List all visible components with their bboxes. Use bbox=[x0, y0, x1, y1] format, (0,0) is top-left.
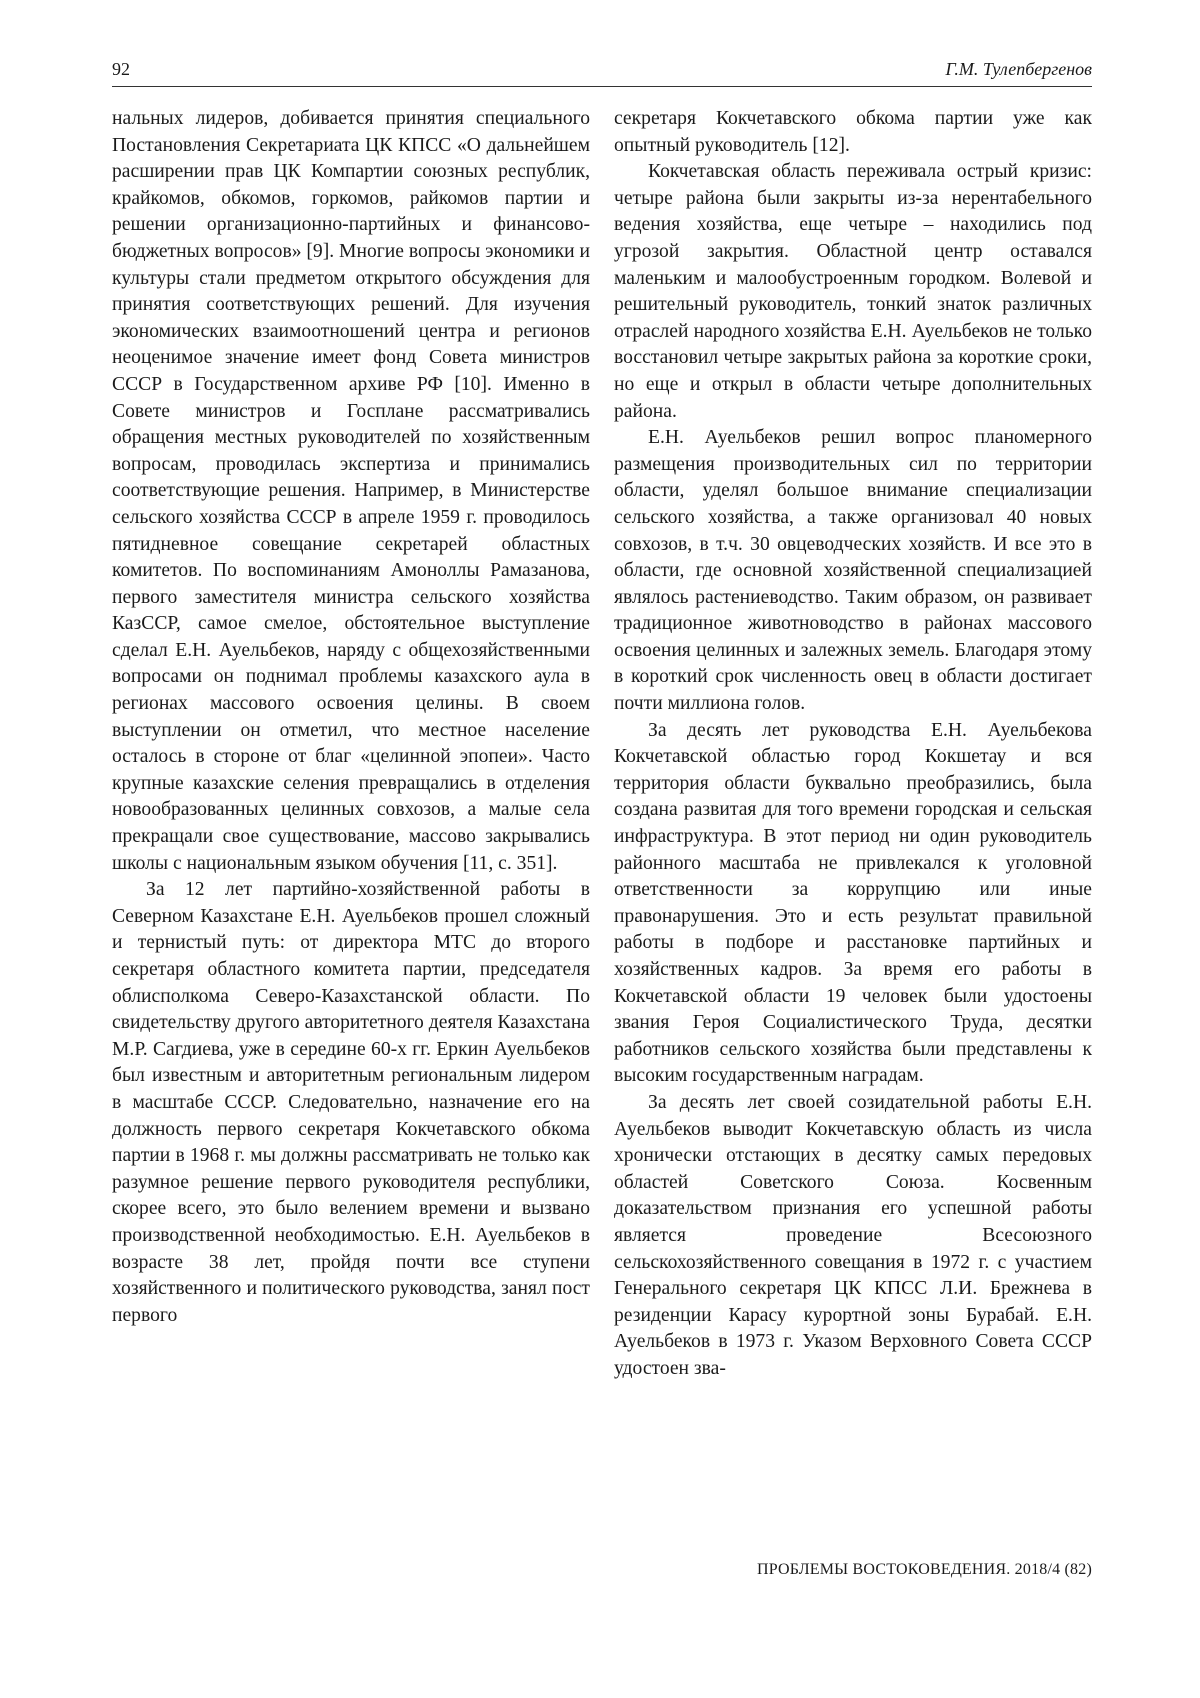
running-header bbox=[112, 58, 1092, 87]
paragraph: За 12 лет партийно-хозяйственной работы в Северном Казахстане Е.Н. Ауельбеков прошел сложный и тернистый путь: от директора МТС до второго секретаря областного комитета партии, председателя облисполкома Северо-Казахстанской области. По свидетельству другого авторитетного деятеля Казахстана М.Р. Сагдиева, уже в середине 60-х гг. Еркин Ауельбеков был известным и авторитетным региональным лидером в масштабе СССР. Следовательно, назначение его на должность первого секретаря Кокчетавского обкома партии в 1968 г. мы должны рассматривать не только как разумное решение первого руководителя республики, скорее всего, это было велением времени и вызвано производственной необходимостью. Е.Н. Ауельбеков в возрасте 38 лет, пройдя почти все ступени хозяйственного и политического руководства, занял пост первого bbox=[112, 879, 590, 1326]
paragraph: За десять лет руководства Е.Н. Ауельбекова Кокчетавской областью город Кокшетау и вся территория области буквально преобразились, была создана развитая для того времени городская и сельская инфраструктура. В этот период ни один руководитель районного масштаба не привлекался к уголовной ответственности за коррупцию или иные правонарушения. Это и есть результат правильной работы в подборе и расстановке партийных и хозяйственных кадров. За время его работы в Кокчетавской области 19 человек были удостоены звания Героя Социалистического Труда, десятки работников сельского хозяйства были представлены к высоким государственным наградам. bbox=[614, 719, 1092, 1087]
paragraph: нальных лидеров, добивается принятия специального Постановления Секретариата ЦК КПСС «О дальнейшем расширении прав ЦК Компартии союзных республик, крайкомов, обкомов, горкомов, райкомов партии и решении организационно-партийных и финансово-бюджетных вопросов» [9]. Многие вопросы экономики и культуры стали предметом открытого обсуждения для принятия соответствующих решений. Для изучения экономических взаимоотношений центра и регионов неоценимое значение имеет фонд Совета министров СССР в Государственном архиве РФ [10]. Именно в Совете министров и Госплане рассматривались обращения местных руководителей по хозяйственным вопросам, проводилась экспертиза и принимались соответствующие решения. Например, в Министерстве сельского хозяйства СССР в апреле 1959 г. проводилось пятидневное совещание секретарей областных комитетов. По воспоминаниям Амоноллы Рамазанова, первого заместителя министра сельского хозяйства КазССР, самое смелое, обстоятельное выступление сделал Е.Н. Ауельбеков, наряду с общехозяйственными вопросами он поднимал проблемы казахского аула в регионах массового освоения целины. В своем выступлении он отметил, что местное население осталось в стороне от благ «целинной эпопеи». Часто крупные казахские селения превращались в отделения новообразованных целинных совхозов, а малые села прекращали свое существование, массово закрывались школы с национальным языком обучения [11, с. 351]. bbox=[112, 108, 591, 874]
paragraph: Кокчетавская область переживала острый кризис: четыре района были закрыты из-за нерентабельного ведения хозяйства, еще четыре – находились под угрозой закрытия. Областной центр оставался маленьким и малообустроенным городком. Волевой и решительный руководитель, тонкий знаток различных отраслей народного хозяйства Е.Н. Ауельбеков не только восстановил четыре закрытых района за короткие сроки, но еще и открыл в области четыре дополнительных района. bbox=[614, 161, 1092, 422]
paragraph: За десять лет своей созидательной работы Е.Н. Ауельбеков выводит Кокчетавскую область из числа хронически отстающих в десятку самых передовых областей Советского Союза. Косвенным доказательством признания его успешной работы является проведение Всесоюзного сельскохозяйственного совещания в 1972 г. с участием Генерального секретаря ЦК КПСС Л.И. Брежнева в резиденции Карасу курортной зоны Бурабай. Е.Н. Ауельбеков в 1973 г. Указом Верховного Совета СССР удостоен зва- bbox=[614, 1091, 1092, 1379]
paragraph: Е.Н. Ауельбеков решил вопрос планомерного размещения производительных сил по территории области, уделял большое внимание специализации сельского хозяйства, а также организовал 40 новых совхозов, в т.ч. 30 овцеводческих хозяйств. И все это в области, где основной хозяйственной специализацией являлось растениеводство. Таким образом, он развивает традиционное животноводство в районах массового освоения целинных и залежных земель. Благодаря этому в короткий срок численность овец в области достигает почти миллиона голов. bbox=[614, 427, 1092, 715]
right-column bbox=[614, 106, 1092, 1383]
paragraph: секретаря Кокчетавского обкома партии уже как опытный руководитель [12]. bbox=[614, 108, 1092, 156]
left-column bbox=[112, 106, 590, 1329]
page-number: 92 bbox=[112, 59, 130, 79]
running-author: Г.М. Тулепбергенов bbox=[945, 59, 1092, 79]
journal-footer: ПРОБЛЕМЫ ВОСТОКОВЕДЕНИЯ. 2018/4 (82) bbox=[756, 1561, 1092, 1578]
